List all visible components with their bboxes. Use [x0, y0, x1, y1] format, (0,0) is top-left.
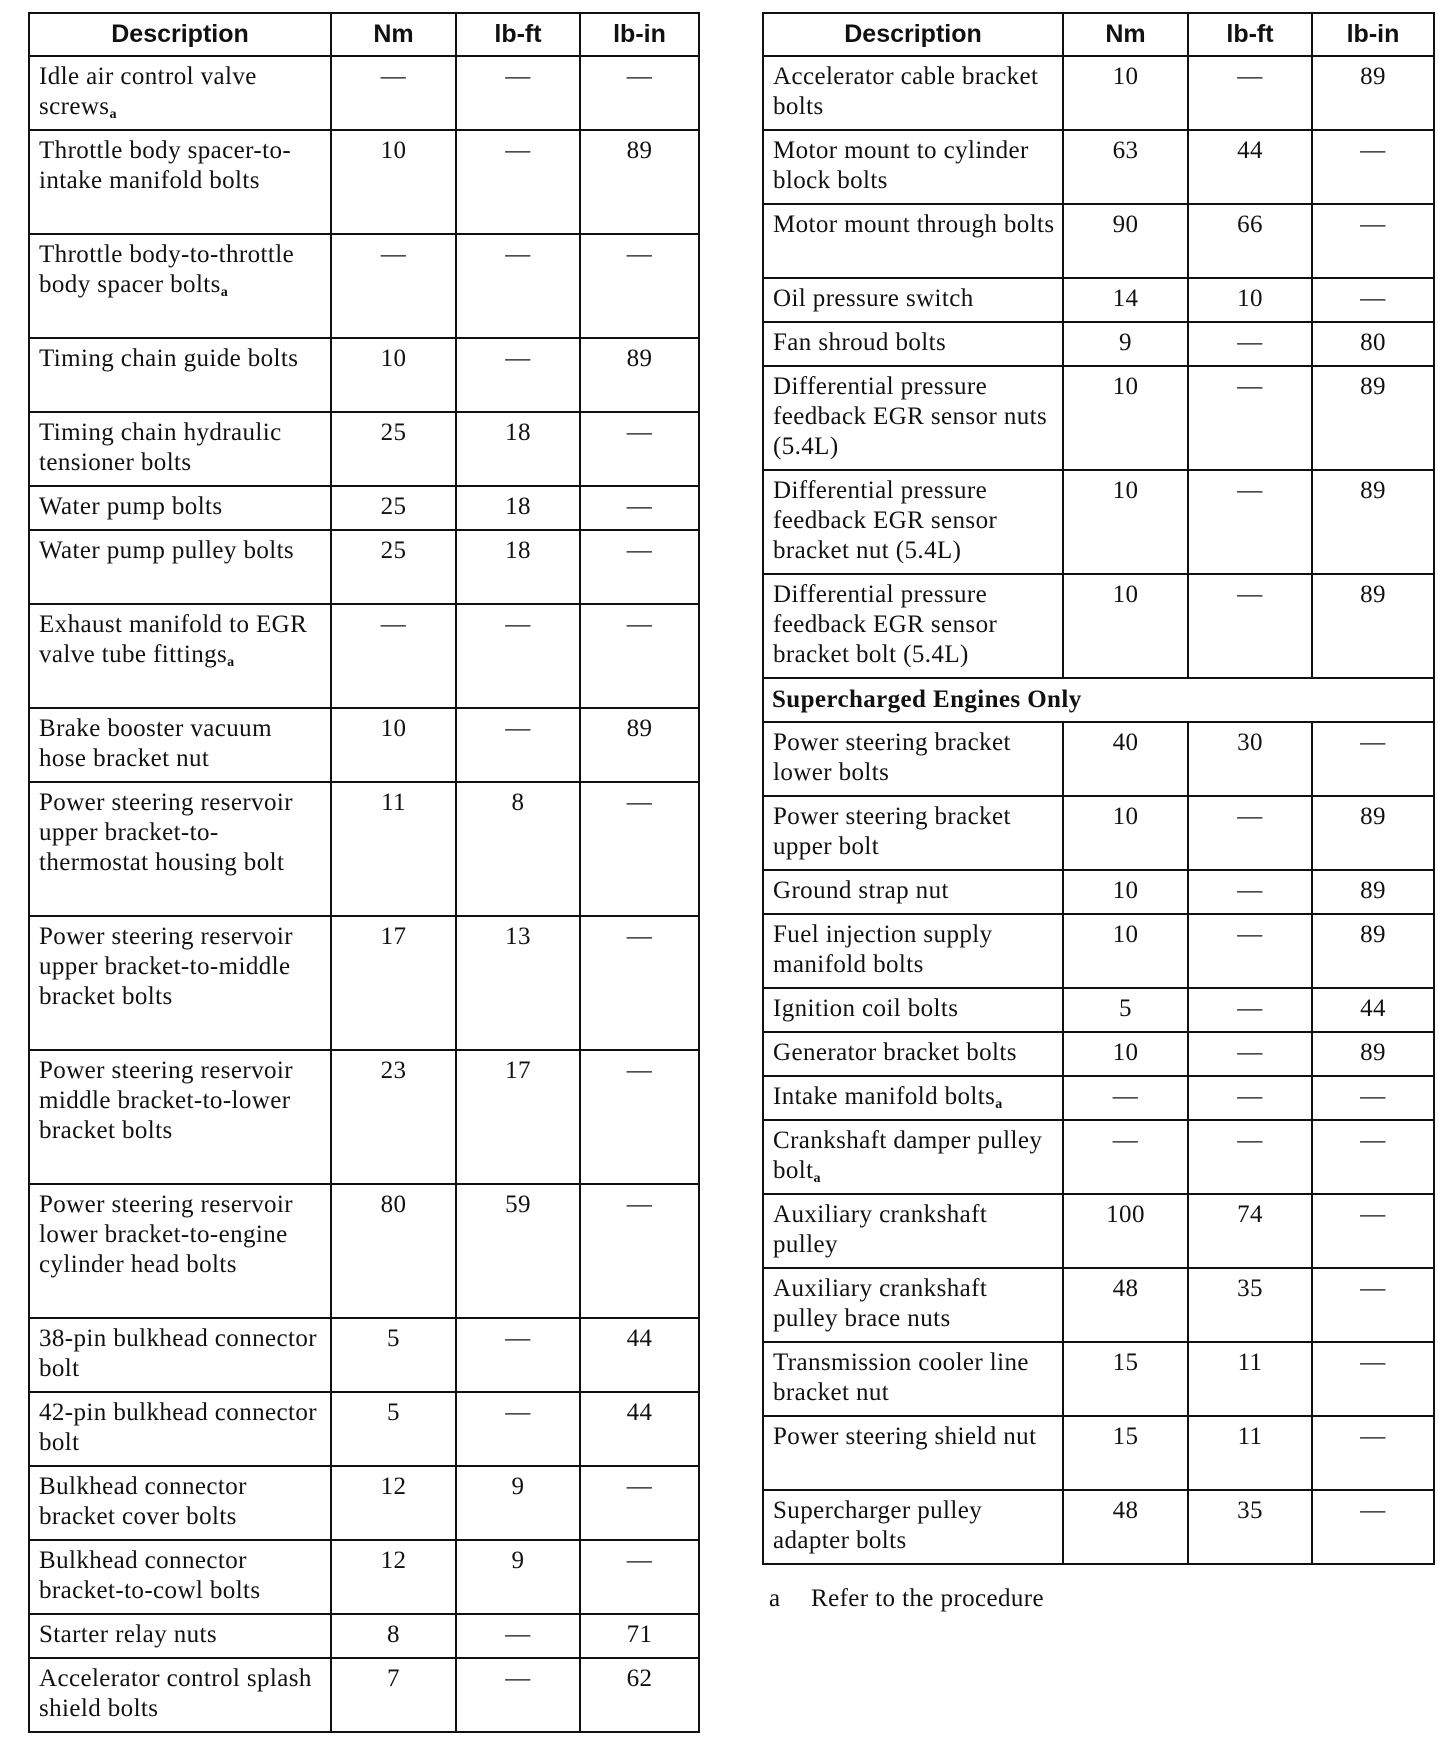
table-row — [29, 1050, 699, 1184]
cell-lb-ft: 9 — [456, 1540, 580, 1614]
description-text: Fuel injection supply manifold bolts — [773, 921, 993, 978]
cell-nm: 40 — [1063, 722, 1188, 796]
cell-nm: — — [331, 56, 456, 130]
cell-nm: 10 — [1063, 914, 1188, 988]
table-row — [29, 1540, 699, 1614]
footnote-mark: a — [769, 1585, 781, 1612]
table-row — [763, 1490, 1434, 1564]
table-row — [29, 412, 699, 486]
description-text: Bulkhead connector bracket-to-cowl bolts — [39, 1547, 261, 1604]
cell-nm: 90 — [1063, 204, 1188, 278]
cell-nm: 25 — [331, 530, 456, 604]
description-text: Idle air control valve screws — [39, 63, 257, 120]
table-row — [29, 486, 699, 530]
cell-lb-in: — — [1312, 204, 1434, 278]
torque-table-right-body — [763, 56, 1434, 1564]
cell-lb-ft: 74 — [1188, 1194, 1312, 1268]
cell-lb-ft: — — [1188, 366, 1312, 470]
cell-description — [29, 782, 331, 916]
description-text: Power steering bracket upper bolt — [773, 803, 1011, 860]
cell-lb-in: 89 — [1312, 470, 1434, 574]
torque-table-right — [762, 12, 1435, 1565]
cell-lb-in: 44 — [580, 1392, 699, 1466]
cell-description — [763, 56, 1063, 130]
cell-lb-in: — — [580, 604, 699, 708]
cell-description — [763, 870, 1063, 914]
cell-lb-in: — — [580, 1184, 699, 1318]
cell-nm: 17 — [331, 916, 456, 1050]
cell-lb-ft: — — [1188, 1032, 1312, 1076]
description-text: Timing chain hydraulic tensioner bolts — [39, 419, 282, 476]
description-text: Fan shroud bolts — [773, 329, 947, 356]
description-text: Supercharger pulley adapter bolts — [773, 1497, 983, 1554]
cell-description — [763, 322, 1063, 366]
table-row — [763, 470, 1434, 574]
table-row — [763, 870, 1434, 914]
cell-lb-in: — — [1312, 1490, 1434, 1564]
cell-description — [29, 412, 331, 486]
cell-description — [29, 234, 331, 338]
cell-lb-in: — — [1312, 1076, 1434, 1120]
section-row — [763, 678, 1434, 722]
table-row — [29, 604, 699, 708]
footnote-ref: a — [220, 285, 229, 300]
cell-lb-in: 80 — [1312, 322, 1434, 366]
cell-lb-ft: — — [1188, 56, 1312, 130]
description-text: Differential pressure feedback EGR sensor bracket bolt (5.4L) — [773, 581, 998, 668]
description-text: Power steering bracket lower bolts — [773, 729, 1011, 786]
cell-lb-in: 71 — [580, 1614, 699, 1658]
cell-description — [29, 708, 331, 782]
cell-lb-ft: 10 — [1188, 278, 1312, 322]
description-text: Ignition coil bolts — [773, 995, 959, 1022]
cell-lb-in: — — [580, 916, 699, 1050]
cell-description — [763, 1490, 1063, 1564]
table-row — [29, 530, 699, 604]
cell-lb-in: 62 — [580, 1658, 699, 1732]
cell-description — [763, 130, 1063, 204]
table-row — [763, 1194, 1434, 1268]
cell-lb-ft: 9 — [456, 1466, 580, 1540]
description-text: Intake manifold bolts — [773, 1083, 996, 1110]
cell-nm: 48 — [1063, 1490, 1188, 1564]
cell-description — [763, 204, 1063, 278]
cell-lb-in: 89 — [1312, 914, 1434, 988]
cell-lb-ft: — — [1188, 870, 1312, 914]
cell-description — [29, 604, 331, 708]
cell-description — [763, 1342, 1063, 1416]
table-row — [763, 722, 1434, 796]
cell-lb-in: — — [580, 782, 699, 916]
cell-nm: 10 — [1063, 870, 1188, 914]
cell-nm: 7 — [331, 1658, 456, 1732]
cell-lb-ft: 35 — [1188, 1490, 1312, 1564]
cell-lb-in: — — [580, 530, 699, 604]
description-text: Power steering shield nut — [773, 1423, 1037, 1450]
cell-lb-ft: — — [456, 708, 580, 782]
cell-lb-ft: — — [1188, 1076, 1312, 1120]
cell-nm: 25 — [331, 412, 456, 486]
cell-lb-in: — — [580, 1050, 699, 1184]
description-text: Ground strap nut — [773, 877, 949, 904]
cell-lb-in: — — [1312, 1416, 1434, 1490]
description-text: 38-pin bulkhead connector bolt — [39, 1325, 317, 1382]
cell-nm: 10 — [1063, 56, 1188, 130]
cell-nm: 10 — [1063, 470, 1188, 574]
cell-nm: 10 — [1063, 366, 1188, 470]
cell-description — [763, 722, 1063, 796]
description-text: Throttle body-to-throttle body spacer bolts — [39, 241, 295, 298]
cell-lb-ft: — — [456, 1614, 580, 1658]
cell-lb-ft: — — [1188, 574, 1312, 678]
description-text: Auxiliary crankshaft pulley — [773, 1201, 988, 1258]
cell-nm: 9 — [1063, 322, 1188, 366]
cell-description — [763, 1194, 1063, 1268]
cell-nm: 10 — [1063, 574, 1188, 678]
table-row — [29, 234, 699, 338]
description-text: Differential pressure feedback EGR sensor bracket nut (5.4L) — [773, 477, 998, 564]
cell-description — [763, 366, 1063, 470]
table-row — [29, 56, 699, 130]
cell-nm: — — [331, 604, 456, 708]
cell-lb-in: 44 — [580, 1318, 699, 1392]
cell-lb-ft: — — [456, 1318, 580, 1392]
description-text: 42-pin bulkhead connector bolt — [39, 1399, 317, 1456]
cell-lb-in: 89 — [580, 130, 699, 234]
cell-lb-in: 89 — [1312, 796, 1434, 870]
cell-description — [763, 470, 1063, 574]
cell-description — [29, 1466, 331, 1540]
description-text: Auxiliary crankshaft pulley brace nuts — [773, 1275, 988, 1332]
cell-lb-ft: 18 — [456, 530, 580, 604]
cell-description — [29, 1540, 331, 1614]
cell-nm: 100 — [1063, 1194, 1188, 1268]
cell-lb-ft: 59 — [456, 1184, 580, 1318]
cell-lb-in: 89 — [1312, 1032, 1434, 1076]
cell-description — [29, 1184, 331, 1318]
table-row — [763, 278, 1434, 322]
footnote-ref: a — [995, 1097, 1003, 1112]
cell-description — [763, 278, 1063, 322]
header-description: Description — [29, 13, 331, 56]
table-row — [29, 1466, 699, 1540]
cell-nm: 5 — [331, 1318, 456, 1392]
cell-lb-ft: 11 — [1188, 1416, 1312, 1490]
cell-nm: 12 — [331, 1466, 456, 1540]
table-row — [763, 574, 1434, 678]
cell-description — [29, 1392, 331, 1466]
cell-description — [29, 1318, 331, 1392]
cell-lb-ft: — — [456, 1658, 580, 1732]
description-text: Water pump pulley bolts — [39, 537, 295, 564]
cell-nm: 48 — [1063, 1268, 1188, 1342]
description-text: Motor mount to cylinder block bolts — [773, 137, 1029, 194]
table-row — [29, 1614, 699, 1658]
torque-table-left-body — [29, 56, 699, 1732]
cell-nm: 14 — [1063, 278, 1188, 322]
header-lb-in: lb-in — [580, 13, 699, 56]
cell-description — [29, 130, 331, 234]
cell-lb-ft: — — [1188, 914, 1312, 988]
cell-lb-ft: — — [456, 234, 580, 338]
cell-description — [763, 574, 1063, 678]
cell-lb-ft: — — [456, 130, 580, 234]
table-row — [763, 366, 1434, 470]
description-text: Differential pressure feedback EGR sensor nuts (5.4L) — [773, 373, 1048, 460]
cell-nm: 10 — [1063, 796, 1188, 870]
section-heading: Supercharged Engines Only — [763, 678, 1434, 722]
header-lb-ft: lb-ft — [456, 13, 580, 56]
header-lb-ft: lb-ft — [1188, 13, 1312, 56]
cell-description — [29, 1614, 331, 1658]
header-description: Description — [763, 13, 1063, 56]
description-text: Bulkhead connector bracket cover bolts — [39, 1473, 247, 1530]
cell-nm: 5 — [331, 1392, 456, 1466]
cell-lb-in: 89 — [1312, 574, 1434, 678]
table-row — [763, 1076, 1434, 1120]
cell-lb-ft: 35 — [1188, 1268, 1312, 1342]
cell-lb-in: 89 — [1312, 870, 1434, 914]
cell-lb-ft: 8 — [456, 782, 580, 916]
cell-lb-ft: — — [456, 338, 580, 412]
cell-lb-in: — — [580, 1466, 699, 1540]
cell-lb-ft: 11 — [1188, 1342, 1312, 1416]
cell-description — [29, 1050, 331, 1184]
cell-nm: 10 — [1063, 1032, 1188, 1076]
cell-nm: 15 — [1063, 1342, 1188, 1416]
cell-description — [29, 530, 331, 604]
cell-nm: 25 — [331, 486, 456, 530]
cell-nm: 10 — [331, 338, 456, 412]
cell-description — [763, 914, 1063, 988]
description-text: Timing chain guide bolts — [39, 345, 299, 372]
cell-lb-ft: — — [1188, 322, 1312, 366]
description-text: Motor mount through bolts — [773, 211, 1055, 238]
cell-lb-in: 89 — [580, 338, 699, 412]
footnote-ref: a — [109, 107, 117, 122]
cell-description — [763, 1032, 1063, 1076]
table-row — [763, 322, 1434, 366]
cell-lb-ft: 66 — [1188, 204, 1312, 278]
cell-description — [763, 988, 1063, 1032]
cell-lb-ft: 13 — [456, 916, 580, 1050]
cell-lb-ft: — — [456, 1392, 580, 1466]
description-text: Accelerator control splash shield bolts — [39, 1665, 312, 1722]
cell-lb-in: 89 — [580, 708, 699, 782]
cell-description — [29, 486, 331, 530]
cell-lb-in: — — [1312, 278, 1434, 322]
table-row — [763, 988, 1434, 1032]
description-text: Oil pressure switch — [773, 285, 974, 312]
cell-nm: 10 — [331, 130, 456, 234]
cell-lb-ft: 30 — [1188, 722, 1312, 796]
description-text: Brake booster vacuum hose bracket nut — [39, 715, 272, 772]
table-row — [763, 1416, 1434, 1490]
cell-description — [29, 1658, 331, 1732]
cell-nm: 8 — [331, 1614, 456, 1658]
cell-lb-in: — — [1312, 1268, 1434, 1342]
table-row — [29, 1658, 699, 1732]
table-row — [763, 1342, 1434, 1416]
description-text: Power steering reservoir lower bracket-to-engine cylinder head bolts — [39, 1191, 293, 1278]
table-row — [29, 1184, 699, 1318]
cell-nm: 63 — [1063, 130, 1188, 204]
cell-description — [763, 1076, 1063, 1120]
table-row — [763, 56, 1434, 130]
cell-nm: 80 — [331, 1184, 456, 1318]
cell-lb-in: — — [580, 56, 699, 130]
description-text: Power steering reservoir upper bracket-to-thermostat housing bolt — [39, 789, 293, 876]
cell-lb-in: — — [1312, 722, 1434, 796]
description-text: Accelerator cable bracket bolts — [773, 63, 1039, 120]
table-row — [763, 796, 1434, 870]
table-row — [29, 1392, 699, 1466]
cell-nm: 23 — [331, 1050, 456, 1184]
table-row — [29, 130, 699, 234]
cell-lb-ft: — — [456, 56, 580, 130]
table-row — [29, 708, 699, 782]
cell-lb-ft: — — [1188, 988, 1312, 1032]
table-row — [763, 204, 1434, 278]
description-text: Power steering reservoir upper bracket-to-middle bracket bolts — [39, 923, 293, 1010]
cell-lb-in: — — [580, 234, 699, 338]
cell-lb-in: 89 — [1312, 56, 1434, 130]
cell-nm: — — [1063, 1076, 1188, 1120]
footnote-ref: a — [227, 655, 235, 670]
footnote — [769, 1585, 1044, 1613]
table-header-row — [763, 13, 1434, 56]
cell-description — [763, 1268, 1063, 1342]
description-text: Crankshaft damper pulley bolt — [773, 1127, 1043, 1184]
header-nm: Nm — [331, 13, 456, 56]
cell-lb-ft: — — [456, 604, 580, 708]
description-text: Transmission cooler line bracket nut — [773, 1349, 1029, 1406]
torque-table-left — [28, 12, 700, 1733]
description-text: Starter relay nuts — [39, 1621, 217, 1648]
cell-description — [29, 338, 331, 412]
header-lb-in: lb-in — [1312, 13, 1434, 56]
cell-lb-in: — — [580, 412, 699, 486]
table-row — [29, 338, 699, 412]
table-row — [763, 1268, 1434, 1342]
cell-lb-in: — — [1312, 130, 1434, 204]
description-text: Throttle body spacer-to-intake manifold bolts — [39, 137, 292, 194]
header-nm: Nm — [1063, 13, 1188, 56]
description-text: Power steering reservoir middle bracket-to-lower bracket bolts — [39, 1057, 293, 1144]
cell-nm: 10 — [331, 708, 456, 782]
cell-lb-ft: — — [1188, 470, 1312, 574]
cell-lb-ft: — — [1188, 796, 1312, 870]
description-text: Generator bracket bolts — [773, 1039, 1017, 1066]
cell-lb-in: — — [580, 486, 699, 530]
table-header-row — [29, 13, 699, 56]
cell-description — [29, 56, 331, 130]
cell-description — [763, 796, 1063, 870]
cell-nm: 11 — [331, 782, 456, 916]
footnote-text: Refer to the procedure — [811, 1585, 1044, 1612]
cell-lb-in: 44 — [1312, 988, 1434, 1032]
cell-lb-in: — — [580, 1540, 699, 1614]
cell-lb-in: 89 — [1312, 366, 1434, 470]
cell-lb-in: — — [1312, 1120, 1434, 1194]
description-text: Exhaust manifold to EGR valve tube fittings — [39, 611, 308, 668]
table-row — [29, 916, 699, 1050]
table-row — [763, 130, 1434, 204]
cell-lb-in: — — [1312, 1342, 1434, 1416]
cell-lb-ft: 18 — [456, 412, 580, 486]
cell-lb-ft: 44 — [1188, 130, 1312, 204]
cell-nm: — — [1063, 1120, 1188, 1194]
cell-lb-ft: — — [1188, 1120, 1312, 1194]
cell-description — [763, 1120, 1063, 1194]
cell-nm: 5 — [1063, 988, 1188, 1032]
table-row — [763, 914, 1434, 988]
cell-lb-in: — — [1312, 1194, 1434, 1268]
footnote-ref: a — [813, 1171, 821, 1186]
table-row — [763, 1032, 1434, 1076]
cell-description — [29, 916, 331, 1050]
cell-nm: 15 — [1063, 1416, 1188, 1490]
cell-lb-ft: 18 — [456, 486, 580, 530]
cell-description — [763, 1416, 1063, 1490]
table-row — [29, 1318, 699, 1392]
cell-nm: 12 — [331, 1540, 456, 1614]
table-row — [763, 1120, 1434, 1194]
description-text: Water pump bolts — [39, 493, 223, 520]
table-row — [29, 782, 699, 916]
cell-lb-ft: 17 — [456, 1050, 580, 1184]
cell-nm: — — [331, 234, 456, 338]
